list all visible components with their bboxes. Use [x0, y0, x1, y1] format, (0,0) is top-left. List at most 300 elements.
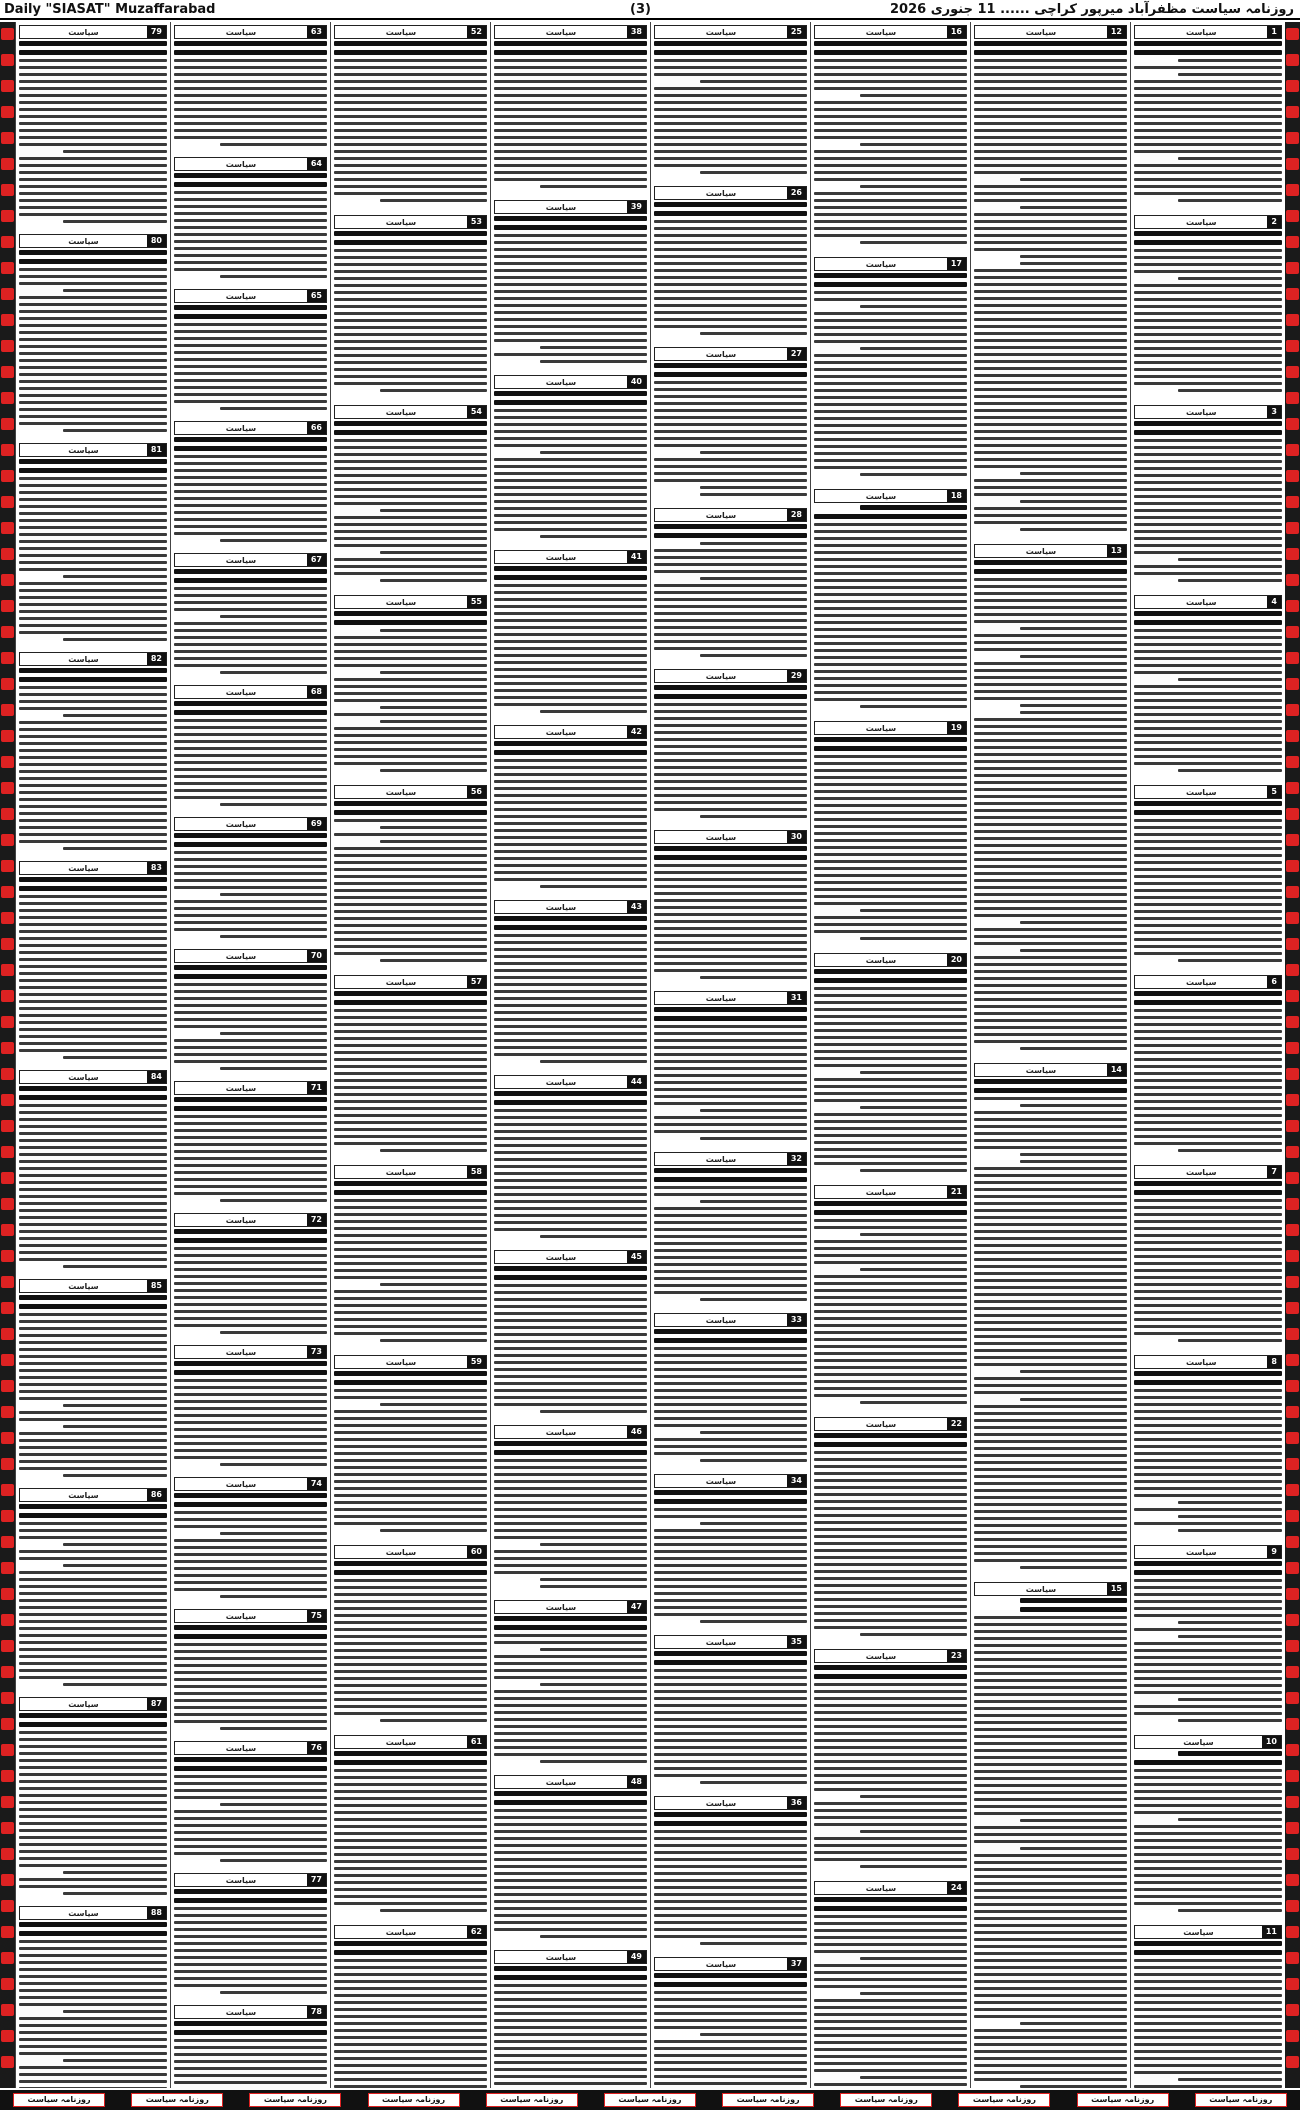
text-line [174, 643, 327, 646]
text-line [19, 1536, 167, 1539]
text-line [814, 150, 967, 153]
text-line [540, 1410, 647, 1413]
text-line [494, 1739, 647, 1742]
text-line [174, 1699, 327, 1702]
text-line [1020, 2085, 1127, 2088]
news-item-tag [334, 1355, 487, 1369]
text-line [1134, 572, 1282, 575]
text-line [540, 346, 647, 349]
text-line [1134, 1389, 1282, 1392]
text-line [974, 1903, 1127, 1906]
text-line [19, 1648, 167, 1651]
text-line [1134, 1570, 1282, 1575]
text-line [174, 1845, 327, 1848]
text-line [19, 380, 167, 383]
text-line [700, 654, 807, 657]
text-line [19, 498, 167, 501]
text-line [654, 1074, 807, 1077]
rail-ornament [1, 1328, 14, 1340]
text-line [494, 1312, 647, 1315]
text-line [974, 1840, 1127, 1843]
news-item-body [494, 741, 647, 888]
news-item-body [494, 1266, 647, 1413]
text-line [974, 1770, 1127, 1773]
text-line [1134, 882, 1282, 885]
text-line [974, 1405, 1127, 1408]
news-item [814, 257, 967, 486]
text-line [63, 1683, 167, 1686]
text-line [860, 1268, 967, 1271]
text-line [174, 400, 327, 403]
text-line [494, 1291, 647, 1294]
news-item-tag [654, 186, 807, 200]
news-item-tag [334, 595, 487, 609]
text-line [19, 1028, 167, 1031]
text-line [19, 1885, 167, 1888]
text-line [174, 1824, 327, 1827]
text-line [974, 346, 1127, 349]
text-line [174, 191, 327, 194]
text-line [654, 73, 807, 76]
text-line [814, 1442, 967, 1447]
news-item-number: 54 [467, 406, 486, 418]
text-line [174, 990, 327, 993]
text-line [1134, 1044, 1282, 1047]
text-line [334, 699, 487, 702]
text-line [974, 1040, 1127, 1043]
text-line [974, 1875, 1127, 1878]
news-item [654, 991, 807, 1149]
text-line [654, 794, 807, 797]
text-line [334, 1973, 487, 1976]
text-line [19, 1118, 167, 1121]
news-item-brand: سیاست [545, 1252, 577, 1262]
news-item-number: 88 [147, 1907, 166, 1919]
text-line [334, 741, 487, 744]
text-line [654, 619, 807, 622]
text-line [494, 1984, 647, 1987]
text-line [974, 1861, 1127, 1864]
text-line [174, 182, 327, 187]
text-line [334, 1642, 487, 1645]
text-line [654, 864, 807, 867]
news-item-tag [19, 25, 167, 39]
text-line [814, 136, 967, 139]
text-line [334, 2029, 487, 2032]
news-item-brand: سیاست [68, 863, 99, 873]
news-item-number: 34 [787, 1475, 806, 1487]
text-line [974, 171, 1127, 174]
text-line [654, 50, 807, 55]
text-line [1134, 1114, 1282, 1117]
text-line [334, 643, 487, 646]
news-item-brand: سیاست [68, 236, 99, 246]
rail-ornament [1286, 1666, 1299, 1678]
text-line [334, 249, 487, 252]
text-line [494, 1529, 647, 1532]
text-line [654, 584, 807, 587]
text-line [1134, 1959, 1282, 1962]
text-line [1134, 1190, 1282, 1195]
text-line [974, 1412, 1127, 1415]
text-line [814, 1906, 967, 1911]
rail-ornament [1, 80, 14, 92]
news-item-brand: سیاست [705, 1798, 737, 1808]
news-item-number: 75 [307, 1610, 326, 1622]
news-item-tag [334, 1165, 487, 1179]
text-line [814, 1472, 967, 1475]
text-line [334, 1825, 487, 1828]
text-line [494, 1515, 647, 1518]
text-line [19, 491, 167, 494]
text-line [974, 1440, 1127, 1443]
text-line [334, 1751, 487, 1756]
news-item-brand: سیاست [225, 687, 257, 697]
text-line [654, 304, 807, 307]
news-item-body [334, 421, 487, 582]
text-line [654, 41, 807, 46]
text-line [814, 978, 967, 983]
news-item-tag [494, 1425, 647, 1439]
text-line [494, 948, 647, 951]
text-line [19, 972, 167, 975]
text-line [19, 1223, 167, 1226]
news-item-body [654, 1329, 807, 1462]
text-line [1134, 938, 1282, 941]
text-line [494, 2075, 647, 2078]
text-line [654, 220, 807, 223]
text-line [814, 691, 967, 694]
text-line [19, 282, 167, 285]
text-line [974, 718, 1127, 721]
text-line [494, 654, 647, 657]
text-line [1178, 558, 1282, 561]
text-line [814, 523, 967, 526]
text-line [19, 192, 167, 195]
news-item-number: 47 [627, 1601, 646, 1613]
text-line [19, 1961, 167, 1964]
text-line [814, 1570, 967, 1573]
text-line [814, 670, 967, 673]
text-line [494, 1361, 647, 1364]
news-item-body [174, 1757, 327, 1862]
text-line [974, 1510, 1127, 1513]
text-line [814, 769, 967, 772]
text-line [974, 1202, 1127, 1205]
text-line [174, 1493, 327, 1498]
text-line [334, 1881, 487, 1884]
text-line [494, 1144, 647, 1147]
text-line [334, 488, 487, 491]
text-line [19, 902, 167, 905]
text-line [814, 1549, 967, 1552]
text-line [19, 477, 167, 480]
text-line [974, 1882, 1127, 1885]
news-item [974, 1063, 1127, 1579]
news-item-tag [1134, 1925, 1282, 1939]
text-line [494, 969, 647, 972]
text-line [1134, 544, 1282, 547]
rail-ornament [1, 860, 14, 872]
text-line [700, 332, 807, 335]
text-line [334, 192, 487, 195]
text-line [334, 1867, 487, 1870]
text-line [814, 1394, 967, 1397]
text-line [654, 444, 807, 447]
text-line [19, 136, 167, 139]
text-line [814, 2055, 967, 2058]
news-item-tag [814, 953, 967, 967]
news-item-tag [814, 1185, 967, 1199]
text-line [974, 1833, 1127, 1836]
text-line [974, 1742, 1127, 1745]
text-line [174, 1254, 327, 1257]
text-line [1134, 340, 1282, 343]
text-line [494, 682, 647, 685]
news-item-body [19, 1922, 167, 2088]
text-line [654, 1130, 807, 1133]
text-line [814, 1598, 967, 1601]
footer-tile: روزنامہ سیاست [13, 2093, 105, 2107]
news-item-body [19, 877, 167, 1059]
text-line [19, 1327, 167, 1330]
news-item [814, 721, 967, 950]
text-line [174, 740, 327, 743]
rail-ornament [1286, 1302, 1299, 1314]
text-line [174, 1796, 327, 1799]
news-item [654, 186, 807, 344]
news-item-number: 23 [947, 1650, 966, 1662]
news-item-number: 35 [787, 1636, 806, 1648]
rail-ornament [1286, 418, 1299, 430]
text-line [974, 1896, 1127, 1899]
news-item-number: 65 [307, 290, 326, 302]
text-line [174, 1625, 327, 1630]
text-line [19, 1864, 167, 1867]
rail-ornament [1286, 1250, 1299, 1262]
text-line [1134, 565, 1282, 568]
text-line [814, 811, 967, 814]
text-line [1134, 354, 1282, 357]
text-line [654, 1186, 807, 1189]
footer-tile: روزنامہ سیاست [368, 2093, 460, 2107]
text-line [814, 1837, 967, 1840]
text-line [174, 240, 327, 243]
text-line [974, 136, 1127, 139]
text-line [334, 108, 487, 111]
text-line [174, 115, 327, 118]
news-item-brand: سیاست [705, 1315, 737, 1325]
text-line [19, 1620, 167, 1623]
news-item [494, 200, 647, 372]
text-line [494, 864, 647, 867]
news-item-number: 70 [307, 950, 326, 962]
news-item-brand: سیاست [545, 552, 577, 562]
text-line [1134, 1853, 1282, 1856]
rail-ornament [1, 808, 14, 820]
text-line [494, 1844, 647, 1847]
news-item [814, 25, 967, 254]
text-line [334, 678, 487, 681]
text-line [494, 829, 647, 832]
text-line [334, 1579, 487, 1582]
text-line [334, 847, 487, 850]
news-item-brand: سیاست [1185, 217, 1217, 227]
text-line [540, 1648, 647, 1651]
rail-ornament [1, 1354, 14, 1366]
text-line [974, 50, 1127, 55]
text-line [974, 269, 1127, 272]
news-item-number: 9 [1267, 1546, 1281, 1558]
text-line [974, 1146, 1127, 1149]
text-line [494, 1858, 647, 1861]
text-line [654, 2075, 807, 2078]
news-item-brand: سیاست [545, 27, 577, 37]
text-line [974, 1356, 1127, 1359]
text-line [334, 171, 487, 174]
text-line [974, 2050, 1127, 2053]
rail-ornament [1286, 1328, 1299, 1340]
news-item [494, 550, 647, 722]
text-line [19, 275, 167, 278]
text-line [654, 1249, 807, 1252]
text-line [494, 409, 647, 412]
news-item-number: 74 [307, 1478, 326, 1490]
text-line [334, 2043, 487, 2046]
text-line [334, 1318, 487, 1321]
text-line [334, 558, 487, 561]
text-line [974, 1749, 1127, 1752]
text-line [1020, 472, 1127, 475]
news-item-tag [174, 1873, 327, 1887]
text-line [1134, 1417, 1282, 1420]
text-line [174, 1553, 327, 1556]
text-line [19, 624, 167, 627]
news-item-number: 73 [307, 1346, 326, 1358]
text-line [654, 1718, 807, 1721]
text-line [174, 2081, 327, 2084]
text-line [19, 2024, 167, 2027]
text-line [974, 150, 1127, 153]
text-line [19, 1557, 167, 1560]
news-item-number: 16 [947, 26, 966, 38]
news-item [654, 669, 807, 827]
text-line [1020, 949, 1127, 952]
text-line [974, 1945, 1127, 1948]
text-line [19, 1439, 167, 1442]
text-line [814, 579, 967, 582]
news-item-number: 84 [147, 1071, 166, 1083]
text-line [1134, 1783, 1282, 1786]
rail-ornament [1286, 678, 1299, 690]
text-line [814, 902, 967, 905]
text-line [814, 1985, 967, 1988]
text-line [494, 2005, 647, 2008]
news-item-brand: سیاست [705, 1959, 737, 1969]
news-item [174, 1741, 327, 1870]
text-line [494, 2012, 647, 2015]
news-item-tag [174, 1741, 327, 1755]
text-line [1134, 1950, 1282, 1955]
text-line [174, 1546, 327, 1549]
text-line [494, 1991, 647, 1994]
news-item-tag [494, 1775, 647, 1789]
text-line [174, 636, 327, 639]
text-line [174, 1097, 327, 1102]
text-line [974, 521, 1127, 524]
rail-ornament [1286, 730, 1299, 742]
text-line [654, 1396, 807, 1399]
text-line [19, 2087, 167, 2088]
news-item-number: 41 [627, 551, 646, 563]
text-line [654, 311, 807, 314]
text-line [334, 1670, 487, 1673]
text-line [19, 568, 167, 571]
text-line [380, 551, 487, 554]
news-item-body [814, 41, 967, 244]
text-line [654, 2054, 807, 2057]
text-line [1134, 1941, 1282, 1946]
text-line [540, 1683, 647, 1686]
text-line [19, 1049, 167, 1052]
news-item-tag [974, 1582, 1127, 1596]
text-line [334, 819, 487, 822]
text-line [334, 1614, 487, 1617]
news-column [490, 22, 650, 2088]
text-line [494, 1662, 647, 1665]
text-line [19, 2073, 167, 2076]
text-line [654, 955, 807, 958]
rail-ornament [1286, 1354, 1299, 1366]
news-item-number: 8 [1267, 1356, 1281, 1368]
text-line [334, 1424, 487, 1427]
text-line [654, 1599, 807, 1602]
text-line [974, 73, 1127, 76]
rail-ornament [1, 184, 14, 196]
news-item-tag [814, 1649, 967, 1663]
text-line [63, 1892, 167, 1895]
text-line [654, 773, 807, 776]
rail-ornament [1, 444, 14, 456]
news-item-brand: سیاست [705, 349, 737, 359]
news-item [1134, 975, 1282, 1162]
news-item-body [19, 1713, 167, 1895]
text-line [19, 1086, 167, 1091]
text-line [654, 1025, 807, 1028]
text-line [63, 714, 167, 717]
news-item-tag [334, 1545, 487, 1559]
text-line [1134, 847, 1282, 850]
text-line [654, 297, 807, 300]
text-line [974, 332, 1127, 335]
rail-ornament [1286, 1432, 1299, 1444]
text-line [1134, 826, 1282, 829]
rail-ornament [1, 1796, 14, 1808]
text-line [814, 1465, 967, 1468]
text-line [19, 1132, 167, 1135]
text-line [654, 570, 807, 573]
text-line [334, 1760, 487, 1765]
text-line [494, 500, 647, 503]
text-line [814, 59, 967, 62]
text-line [974, 788, 1127, 791]
rail-ornament [1, 288, 14, 300]
text-line [974, 213, 1127, 216]
text-line [814, 1760, 967, 1763]
text-line [334, 1262, 487, 1265]
text-line [494, 1921, 647, 1924]
text-line [1178, 1501, 1282, 1504]
